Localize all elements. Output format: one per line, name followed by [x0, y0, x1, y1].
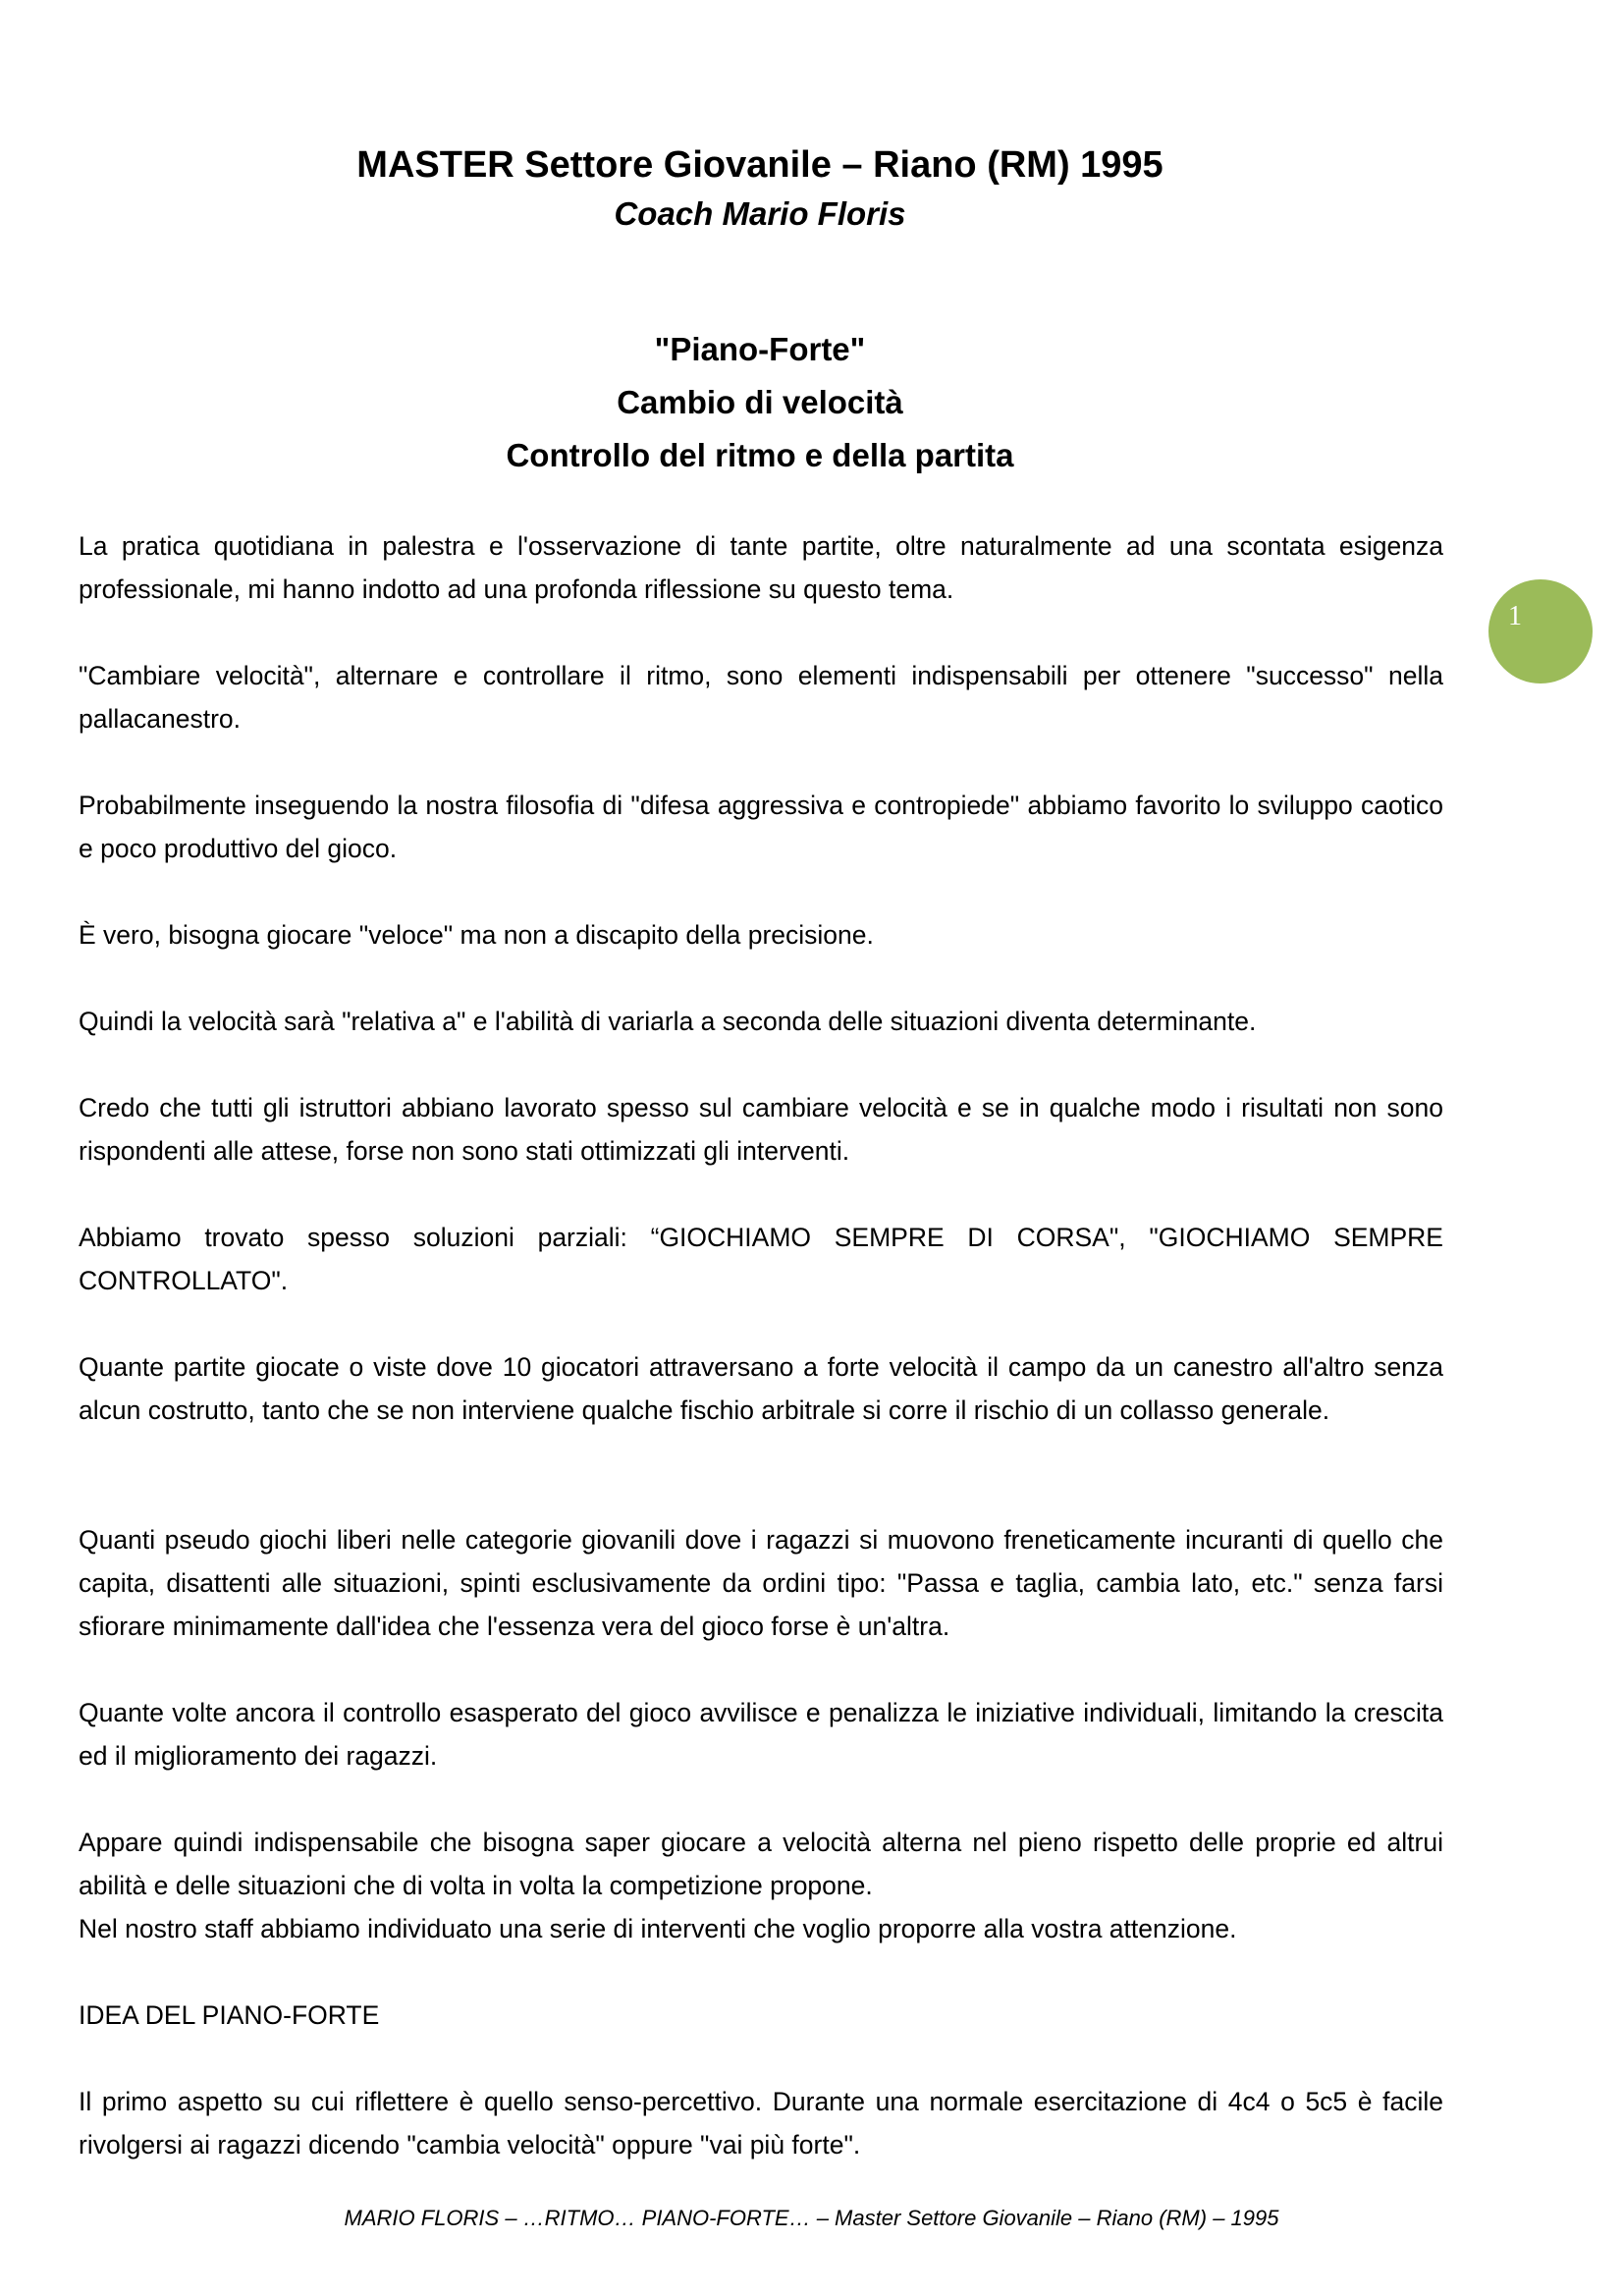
- document-title: MASTER Settore Giovanile – Riano (RM) 1995: [356, 144, 1163, 186]
- paragraph-6: Credo che tutti gli istruttori abbiano lavorato spesso sul cambiare velocità e se in qualche modo i risultati non sono rispondenti alle attese, forse non sono stati ottimizzati gli interventi.: [79, 1093, 1443, 1166]
- paragraph-11: Appare quindi indispensabile che bisogna saper giocare a velocità alterna nel pieno rispetto delle proprie ed altrui abilità e delle situazioni che di volta in volta la competizione propone. Nel nostro staff abbiamo individuato una serie di interventi che voglio proporre alla vostra attenzione.: [79, 1821, 1443, 1950]
- page-number: 1: [1508, 601, 1522, 631]
- paragraph-5: Quindi la velocità sarà "relativa a" e l'abilità di variarla a seconda delle situazioni diventa determinante.: [79, 1007, 1257, 1036]
- coach-name: Coach Mario Floris: [614, 195, 906, 232]
- paragraph-2: "Cambiare velocità", alternare e controllare il ritmo, sono elementi indispensabili per ottenere "successo" nella pallacanestro.: [79, 661, 1443, 734]
- paragraph-4: È vero, bisogna giocare "veloce" ma non a discapito della precisione.: [79, 920, 874, 950]
- section-heading-piano-forte: IDEA DEL PIANO-FORTE: [79, 2000, 380, 2030]
- subtitle-controllo-ritmo: Controllo del ritmo e della partita: [506, 437, 1014, 473]
- page-footer: MARIO FLORIS – …RITMO… PIANO-FORTE… – Master Settore Giovanile – Riano (RM) – 1995: [344, 2206, 1279, 2230]
- page-number-badge: [1488, 579, 1593, 683]
- subtitle-piano-forte: "Piano-Forte": [654, 331, 866, 367]
- paragraph-10: Quante volte ancora il controllo esasperato del gioco avvilisce e penalizza le iniziative individuali, limitando la crescita ed il miglioramento dei ragazzi.: [79, 1698, 1443, 1771]
- paragraph-9: Quanti pseudo giochi liberi nelle categorie giovanili dove i ragazzi si muovono freneticamente incuranti di quello che capita, disattenti alle situazioni, spinti esclusivamente da ordini tipo: "Passa e taglia, cambia lato, etc." senza farsi sfiorare minimamente dall'idea che l'essenza vera del gioco forse è un'altra.: [79, 1525, 1443, 1641]
- paragraph-8: Quante partite giocate o viste dove 10 giocatori attraversano a forte velocità il campo da un canestro all'altro senza alcun costrutto, tanto che se non interviene qualche fischio arbitrale si corre il rischio di un collasso generale.: [79, 1352, 1443, 1425]
- paragraph-7: Abbiamo trovato spesso soluzioni parziali: “GIOCHIAMO SEMPRE DI CORSA", "GIOCHIAMO SEMPRE CONTROLLATO".: [79, 1223, 1443, 1295]
- paragraph-12: Il primo aspetto su cui riflettere è quello senso-percettivo. Durante una normale esercitazione di 4c4 o 5c5 è facile rivolgersi ai ragazzi dicendo "cambia velocità" oppure "vai più forte".: [79, 2087, 1443, 2159]
- paragraph-3: Probabilmente inseguendo la nostra filosofia di "difesa aggressiva e contropiede" abbiamo favorito lo sviluppo caotico e poco produttivo del gioco.: [79, 791, 1443, 863]
- paragraph-1: La pratica quotidiana in palestra e l'osservazione di tante partite, oltre naturalmente ad una scontata esigenza professionale, mi hanno indotto ad una profonda riflessione su questo tema.: [79, 531, 1443, 604]
- paragraph-11b: Nel nostro staff abbiamo individuato una serie di interventi che voglio proporre alla vostra attenzione.: [79, 1914, 1237, 1943]
- subtitle-cambio-velocita: Cambio di velocità: [617, 384, 903, 420]
